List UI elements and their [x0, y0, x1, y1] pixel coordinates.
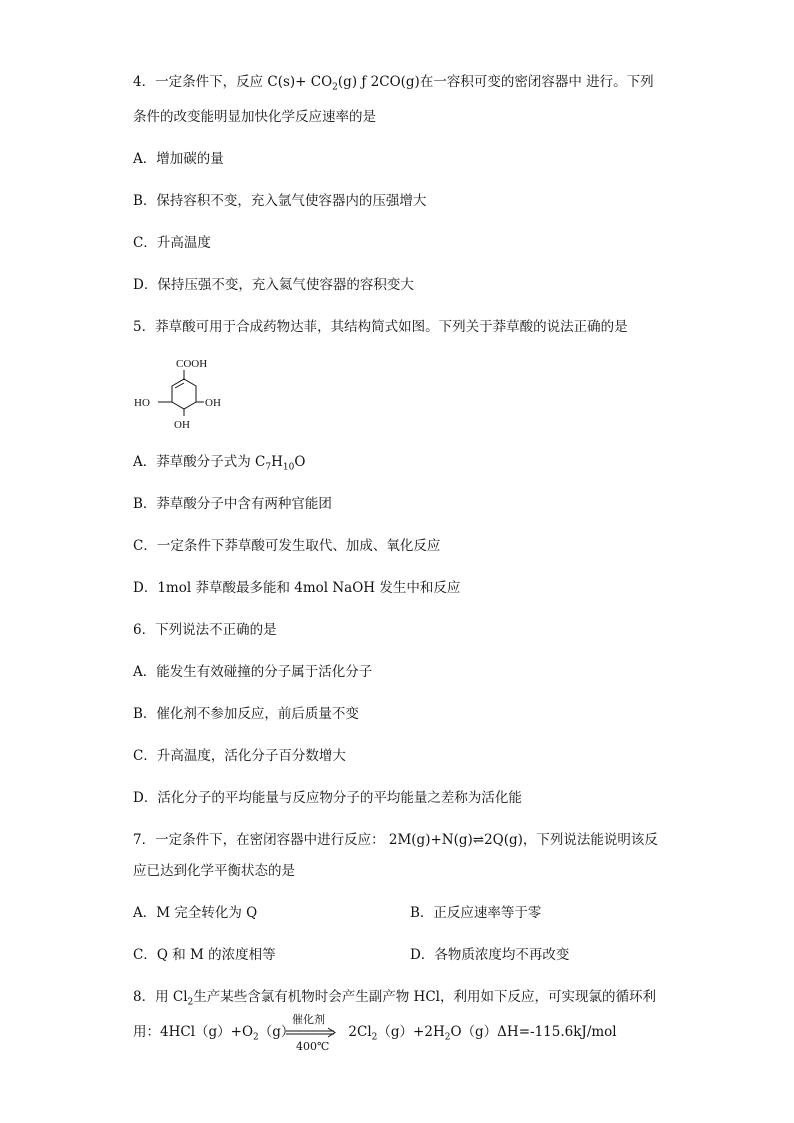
temperature-label: 400℃ [296, 1040, 330, 1053]
cooh-label: COOH [176, 358, 208, 370]
question-7-option-d: D．各物质浓度均不再改变 [410, 947, 570, 963]
reaction-arrow [284, 1027, 338, 1039]
question-7-stem-line2: 应已达到化学平衡状态的是 [133, 863, 295, 879]
question-4-stem-line2: 条件的改变能明显加快化学反应速率的是 [133, 109, 376, 125]
question-4-option-d: D．保持压强不变，充入氦气使容器的容积变大 [133, 277, 414, 293]
question-5-option-d: D．1mol 莽草酸最多能和 4mol NaOH 发生中和反应 [133, 580, 461, 596]
question-4-option-c: C．升高温度 [133, 235, 211, 251]
question-5-option-a: A．莽草酸分子式为 $C_7H_{10}O$ [133, 454, 306, 473]
question-4-option-b: B．保持容积不变，充入氩气使容器内的压强增大 [133, 193, 427, 209]
question-5-option-c: C．一定条件下莽草酸可发生取代、加成、氧化反应 [133, 538, 441, 554]
question-7-option-c: C．Q 和 M 的浓度相等 [133, 947, 276, 963]
question-8-stem-line1: 8．用 $Cl_2$生产某些含氯有机物时会产生副产物 HCl，利用如下反应，可实现氯的循环利 [133, 989, 656, 1008]
shikimic-acid-structure [128, 352, 238, 436]
question-6-option-b: B．催化剂不参加反应，前后质量不变 [133, 706, 359, 722]
question-6-option-a: A．能发生有效碰撞的分子属于活化分子 [133, 664, 373, 680]
question-6-option-c: C．升高温度，活化分子百分数增大 [133, 748, 346, 764]
question-8-equation: 用：$4HCl(g)+O_2(g)$ $2Cl_2(g)+2H_2O(g)\Delta H=-115.6kJ$/mol [133, 1024, 617, 1043]
question-5-stem: 5．莽草酸可用于合成药物达菲，其结构简式如图。下列关于莽草酸的说法正确的是 [133, 319, 628, 335]
oh-bottom-label: OH [174, 419, 190, 431]
question-7-stem-line1: 7．一定条件下，在密闭容器中进行反应： 2M(g)+N(g)⇌2Q(g)，下列说法能说明该反 [133, 832, 658, 848]
question-6-option-d: D．活化分子的平均能量与反应物分子的平均能量之差称为活化能 [133, 790, 522, 806]
catalyst-label: 催化剂 [292, 1013, 325, 1026]
question-5-option-b: B．莽草酸分子中含有两种官能团 [133, 496, 332, 512]
question-4-option-a: A．增加碳的量 [133, 151, 224, 167]
question-7-option-a: A．M 完全转化为 Q [133, 905, 258, 921]
question-6-stem: 6．下列说法不正确的是 [133, 622, 277, 638]
question-7-option-b: B．正反应速率等于零 [410, 905, 542, 921]
ho-left-label: HO [134, 397, 150, 409]
question-4-stem-line1: 4．一定条件下，反应 $C(s)+ CO_2(g)$ ƒ 2CO(g)在一容积可变的密闭容器中 进行。下列 [133, 74, 654, 93]
oh-right-label: OH [205, 397, 221, 409]
